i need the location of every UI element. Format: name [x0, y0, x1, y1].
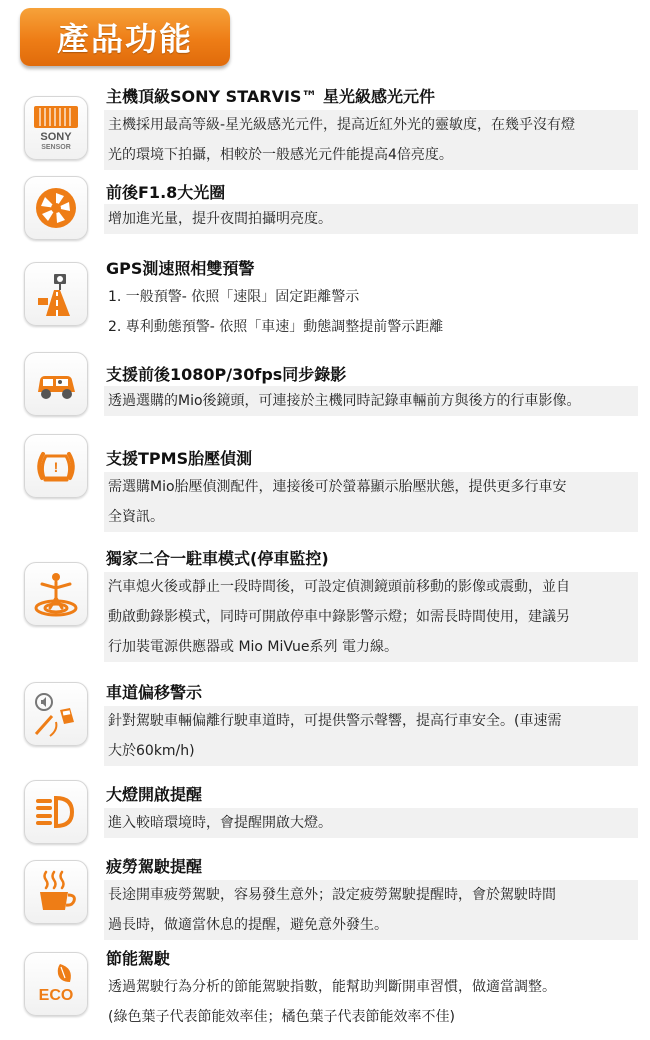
- section-header-badge: [20, 8, 230, 66]
- feature-title: GPS測速照相雙預警: [106, 259, 255, 278]
- description-line: 透過選購的Mio後鏡頭，可連接於主機同時記錄車輛前方與後方的行車影像。: [108, 393, 581, 409]
- description-line: 長途開車疲勞駕駛，容易發生意外；設定疲勞駕駛提醒時，會於駕駛時間: [108, 887, 556, 903]
- feature-title: 支援前後1080P/30fps同步錄影: [106, 365, 347, 384]
- feature-title: 車道偏移警示: [106, 683, 203, 702]
- description-line: 1. 一般預警- 依照「速限」固定距離警示: [108, 289, 360, 305]
- description-line: 針對駕駛車輛偏離行駛車道時，可提供警示聲響，提高行車安全。(車速需: [108, 713, 562, 729]
- coffee-cup-icon: [24, 860, 88, 924]
- feature-title: 疲勞駕駛提醒: [106, 857, 203, 876]
- feature-title: 支援TPMS胎壓偵測: [106, 449, 253, 468]
- feature-title: 大燈開啟提醒: [106, 785, 203, 804]
- aperture-icon: [24, 176, 88, 240]
- eco-leaf-icon: [24, 952, 88, 1016]
- car-dual-camera-icon: [24, 352, 88, 416]
- description-line: 動啟動錄影模式，同時可開啟停車中錄影警示燈；如需長時間使用，建議另: [108, 609, 570, 625]
- feature-description: [104, 282, 638, 342]
- sony-sensor-icon: [24, 96, 88, 160]
- feature-description: [104, 572, 638, 662]
- description-line: 行加裝電源供應器或 Mio MiVue系列 電力線。: [108, 639, 398, 655]
- feature-description: [104, 880, 638, 940]
- description-line: 進入較暗環境時，會提醒開啟大燈。: [108, 815, 332, 831]
- description-line: (綠色葉子代表節能效率佳；橘色葉子代表節能效率不佳): [108, 1009, 455, 1025]
- feature-description: [104, 110, 638, 170]
- description-line: 增加進光量，提升夜間拍攝明亮度。: [108, 211, 332, 227]
- feature-title: 主機頂級SONY STARVIS™ 星光級感光元件: [106, 87, 436, 106]
- feature-description: [104, 472, 638, 532]
- description-line: 透過駕駛行為分析的節能駕駛指數，能幫助判斷開車習慣，做適當調整。: [108, 979, 556, 995]
- feature-description: [104, 972, 638, 1032]
- description-line: 主機採用最高等級-星光級感光元件，提高近紅外光的靈敏度，在幾乎沒有燈: [108, 117, 576, 133]
- speed-camera-road-icon: [24, 262, 88, 326]
- description-line: 光的環境下拍攝，相較於一般感光元件能提高4倍亮度。: [108, 147, 453, 163]
- svg-text:SONY: SONY: [40, 131, 72, 143]
- tire-pressure-icon: [24, 434, 88, 498]
- description-line: 需選購Mio胎壓偵測配件，連接後可於螢幕顯示胎壓狀態，提供更多行車安: [108, 479, 567, 495]
- feature-description: [104, 808, 638, 838]
- section-title: 產品功能: [56, 20, 193, 58]
- feature-description: [104, 706, 638, 766]
- description-line: 2. 專利動態預警- 依照「車速」動態調整提前警示距離: [108, 319, 444, 335]
- parking-monitor-icon: [24, 562, 88, 626]
- description-line: 全資訊。: [108, 509, 164, 525]
- svg-text:!: !: [53, 459, 59, 475]
- feature-title: 獨家二合一駐車模式(停車監控): [106, 549, 329, 568]
- feature-description: [104, 386, 638, 416]
- svg-text:SENSOR: SENSOR: [41, 144, 71, 151]
- headlight-icon: [24, 780, 88, 844]
- feature-description: [104, 204, 638, 234]
- description-line: 汽車熄火後或靜止一段時間後，可設定偵測鏡頭前移動的影像或震動，並自: [108, 579, 570, 595]
- feature-title: 節能駕駛: [106, 949, 171, 968]
- description-line: 大於60km/h): [108, 743, 195, 759]
- feature-title: 前後F1.8大光圈: [106, 183, 226, 202]
- description-line: 過長時，做適當休息的提醒，避免意外發生。: [108, 917, 388, 933]
- svg-text:ECO: ECO: [38, 987, 74, 1004]
- lane-departure-icon: [24, 682, 88, 746]
